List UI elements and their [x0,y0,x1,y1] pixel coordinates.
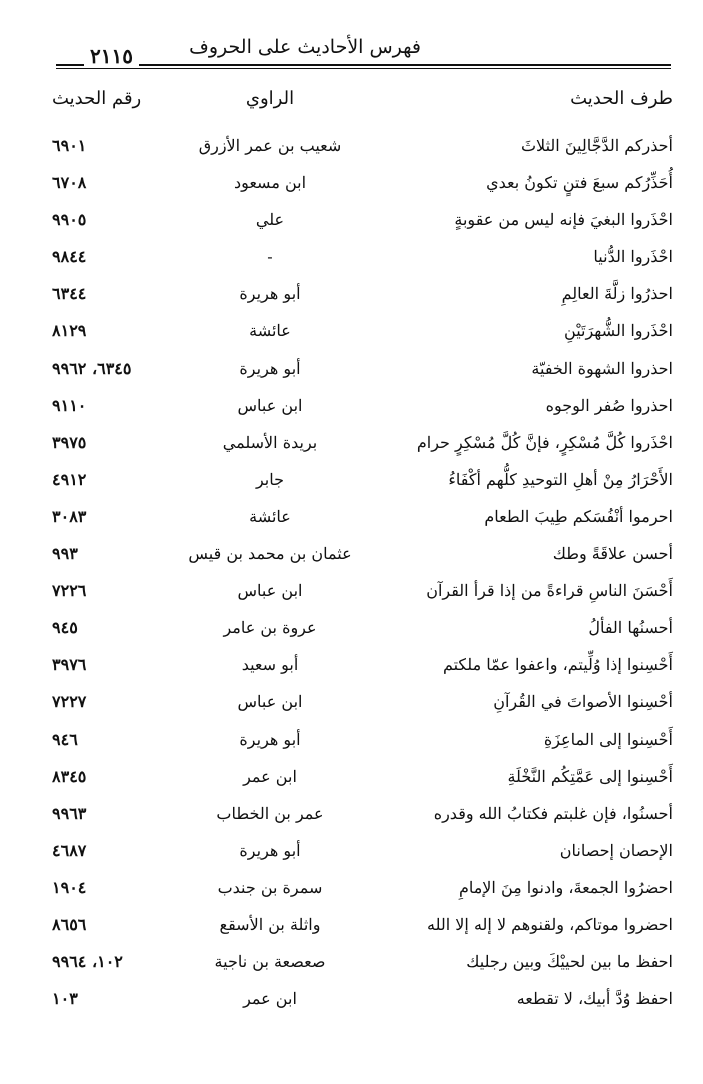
hadith-number: ٣٠٨٣ [52,506,87,526]
narrator-name: ابن مسعود [233,173,307,193]
list-item [0,835,703,872]
hadith-number: ٦٣٤٤ [52,284,87,304]
list-item [0,241,703,278]
hadith-number: ٩١١٠ [52,395,87,415]
hadith-text: أُحَذِّرُكم سبعَ فتنٍ تكونُ بعدي [486,173,673,193]
narrator-name: واثلة بن الأسقع [219,914,321,934]
hadith-number: ٩٤٥ [52,618,78,638]
list-item [0,761,703,798]
hadith-number: ٤٩١٢ [52,469,87,489]
hadith-text: احْذَروا الدُّنيا [593,247,673,267]
hadith-text: أحْسِنوا الأصواتَ في القُرآنِ [493,692,673,712]
list-item [0,612,703,649]
hadith-number: ٦٩٠١ [52,136,87,155]
page-number: ٢١١٥ [84,44,139,68]
narrator-name: ابن عباس [237,395,303,415]
hadith-number: ٨٣٤٥ [52,766,87,786]
narrator-name: - [267,247,273,267]
narrator-name: سمرة بن جندب [217,877,323,897]
hadith-number: ٩٩٦٣ [52,803,87,823]
list-item [0,204,703,241]
hadith-text: احْذَروا كُلَّ مُسْكِرٍ، فإنَّ كُلَّ مُسْكِرٍ حرام [416,432,673,452]
hadith-text: أحسن علاقَةً وطك [552,544,673,564]
hadith-number: ١٩٠٤ [52,877,87,897]
narrator-name: شعيب بن عمر الأزرق [198,136,342,155]
hadith-text: احذروا الشهوة الخفيّة [531,358,673,378]
column-header-narrator: الراوي [245,88,295,109]
list-item [0,983,703,1020]
list-item [0,353,703,390]
list-item [0,315,703,352]
hadith-number: ٣٩٧٦ [52,655,87,675]
hadith-text: احفظ وُدَّ أبيك، لا تقطعه [516,989,673,1009]
narrator-name: صعصعة بن ناجية [214,952,326,972]
hadith-text: احْذَروا الشُّهرَتَيْنِ [564,321,673,341]
narrator-name: عائشة [249,506,291,526]
hadith-number: ٩٨٤٤ [52,247,87,267]
hadith-number: ٣٩٧٥ [52,432,87,452]
column-header-hadith: طرف الحديث [570,88,673,109]
narrator-name: عمر بن الخطاب [216,803,324,823]
page-title: فهرس الأحاديث على الحروف [189,36,421,58]
hadith-text: احضرُوا الجمعةَ، وادنوا مِنَ الإمامِ [458,877,673,897]
hadith-number: ٨١٢٩ [52,321,87,341]
hadith-text: أحسنُها الفألُ [588,618,673,638]
hadith-text: احرموا أنْفُسَكم طِيبَ الطعام [484,506,673,526]
hadith-text: احذروا صُفر الوجوه [545,395,673,415]
hadith-number: ٧٢٢٦ [52,581,87,601]
narrator-name: بريدة الأسلمي [222,432,318,452]
page-header [56,30,671,74]
list-item [0,427,703,464]
hadith-number: ٨٦٥٦ [52,914,87,934]
hadith-text: أَحْسِنوا إلى الماعِزَةِ [543,729,673,749]
narrator-name: أبو هريرة [239,358,301,378]
narrator-name: أبو هريرة [239,284,301,304]
hadith-text: احضروا موتاكم، ولقنوهم لا إله إلا الله [427,914,673,934]
narrator-name: ابن عباس [237,692,303,712]
header-rule [56,64,671,69]
list-item [0,872,703,909]
list-item [0,130,703,167]
hadith-number: ٩٩٣ [52,544,78,564]
list-item [0,575,703,612]
narrator-name: أبو هريرة [239,840,301,860]
narrator-name: ابن عمر [243,766,297,786]
list-item [0,909,703,946]
hadith-text: احفظ ما بين لحييْكَ وبين رجليك [466,952,673,972]
list-item [0,464,703,501]
narrator-name: عروة بن عامر [223,618,317,638]
hadith-text: احْذَروا البغيَ فإنه ليس من عقوبةٍ [454,210,673,230]
narrator-name: جابر [255,469,285,489]
hadith-text: أَحْسَنَ الناسِ قراءةً من إذا قرأ القرآن [426,581,673,601]
hadith-text: احذرُوا زلَّةَ العالِمِ [561,284,673,304]
hadith-text: أحذركم الدَّجَّالِينَ الثلاثَ [520,136,673,155]
hadith-number: ١٠٣ [52,989,78,1009]
list-item [0,686,703,723]
hadith-number: ٧٢٢٧ [52,692,87,712]
list-item [0,798,703,835]
hadith-text: الأَحْرَارُ مِنْ أهلِ التوحيدِ كلُّهم أكْفَاءُ [448,469,673,489]
list-item [0,946,703,983]
narrator-name: أبو سعيد [241,655,299,675]
hadith-text: أحسنُوا، فإن غلبتم فكتابُ الله وقدره [433,803,673,823]
narrator-name: علي [255,210,285,230]
column-header-number: رقم الحديث [52,88,142,109]
narrator-name: عائشة [249,321,291,341]
hadith-number: ٦٣٤٥، ٩٩٦٢ [52,358,132,378]
hadith-number: ٦٧٠٨ [52,173,87,193]
narrator-name: أبو هريرة [239,729,301,749]
list-item [0,724,703,761]
hadith-text: الإحصان إحصانان [559,840,673,860]
hadith-number: ١٠٢، ٩٩٦٤ [52,952,123,972]
column-headers [0,88,703,118]
narrator-name: ابن عمر [243,989,297,1009]
hadith-text: أَحْسِنوا إذا وُلِّيتم، واعفوا عمّا ملكتم [442,655,673,675]
list-item [0,167,703,204]
hadith-number: ٩٩٠٥ [52,210,87,230]
hadith-number: ٤٦٨٧ [52,840,87,860]
list-item [0,278,703,315]
narrator-name: ابن عباس [237,581,303,601]
hadith-index-list [0,130,703,1020]
hadith-number: ٩٤٦ [52,729,78,749]
list-item [0,501,703,538]
narrator-name: عثمان بن محمد بن قيس [188,544,352,564]
list-item [0,390,703,427]
hadith-text: أَحْسِنوا إلى عَمَّتِكُم النَّخْلَةِ [507,766,673,786]
list-item [0,538,703,575]
list-item [0,649,703,686]
